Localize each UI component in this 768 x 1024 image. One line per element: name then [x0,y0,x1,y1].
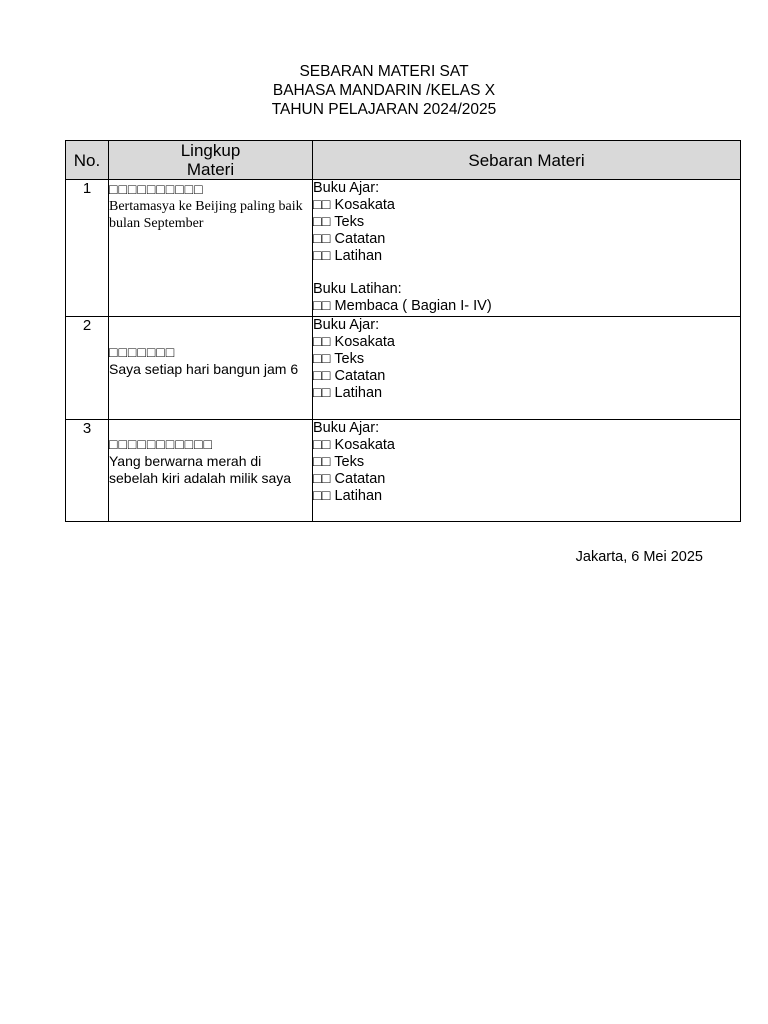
materi-table [65,140,741,522]
lingkup-cell [109,180,313,317]
chinese-title: □□□□□□□□□□ [109,181,204,197]
table-row [66,420,741,522]
document-title [0,62,768,119]
row-number: 2 [66,317,109,420]
indonesian-title: Yang berwarna merah di sebelah kiri adalah milik saya [109,453,292,486]
title-line-2: BAHASA MANDARIN /KELAS X [272,82,496,99]
header-no: No. [66,141,109,180]
list-item: □□ Teks [313,351,365,367]
list-item: □□ Latihan [313,385,383,401]
list-item: Buku Latihan: [313,281,402,297]
list-item: Buku Ajar: [313,420,380,436]
list-item: □□ Kosakata [313,197,396,213]
list-item: □□ Catatan [313,368,386,384]
title-line-3: TAHUN PELAJARAN 2024/2025 [271,101,497,118]
lingkup-cell [109,420,313,522]
list-item: □□ Latihan [313,248,383,264]
list-item: □□ Kosakata [313,437,396,453]
title-line-1: SEBARAN MATERI SAT [299,63,469,80]
list-item: □□ Teks [313,454,365,470]
list-item: □□ Latihan [313,488,383,504]
sebaran-cell [313,317,741,420]
table-row [66,317,741,420]
indonesian-title: Bertamasya ke Beijing paling baik bulan September [109,199,303,231]
list-item: □□ Catatan [313,231,386,247]
sebaran-cell [313,180,741,317]
header-sebaran-materi: Sebaran Materi [313,141,741,180]
indonesian-title: Saya setiap hari bangun jam 6 [109,361,299,377]
header-lingkup-line-1: Lingkup [180,141,241,160]
signature-place-date: Jakarta, 6 Mei 2025 [575,549,703,565]
list-item: □□ Membaca ( Bagian I- IV) [313,298,492,314]
sebaran-cell [313,420,741,522]
spacer [313,265,740,281]
list-item: □□ Catatan [313,471,386,487]
list-item: □□ Teks [313,214,365,230]
table-header-row [66,141,741,180]
list-item: Buku Ajar: [313,317,380,333]
list-item: Buku Ajar: [313,180,380,196]
row-number: 1 [66,180,109,317]
list-item: □□ Kosakata [313,334,396,350]
header-lingkup-materi [109,141,313,180]
lingkup-cell [109,317,313,420]
chinese-title: □□□□□□□□□□□ [109,436,214,452]
row-number: 3 [66,420,109,522]
header-lingkup-line-2: Materi [186,160,235,179]
table-row [66,180,741,317]
chinese-title: □□□□□□□ [109,344,176,360]
